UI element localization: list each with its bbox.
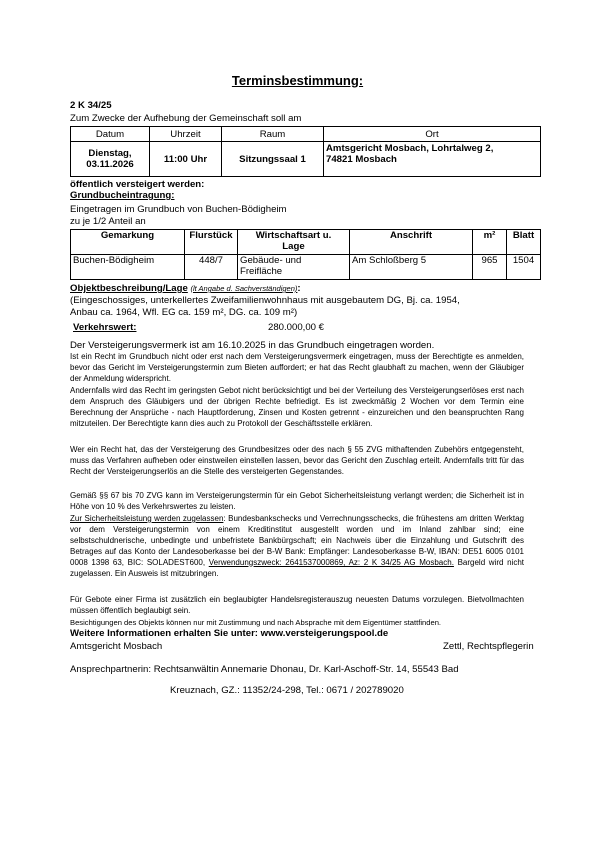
ansprechpartnerin-line2: Kreuznach, GZ.: 11352/24-298, Tel.: 0671 / 202789020 xyxy=(170,685,404,696)
page-title: Terminsbestimmung: xyxy=(231,73,364,88)
header-wirtschaftsart-line2: Lage xyxy=(282,241,305,252)
datum-date: 03.11.2026 xyxy=(86,159,134,170)
cell-wirtschaftsart-line2: Freifläche xyxy=(240,266,283,277)
header-blatt: Blatt xyxy=(507,230,541,255)
ansprechpartnerin-line1: Ansprechpartnerin: Rechtsanwältin Annemarie Dhonau, Dr. Karl-Aschoff-Str. 14, 55543 Bad xyxy=(70,664,459,675)
paragraph-besichtigung: Besichtigungen des Objekts können nur mit Zustimmung und nach Absprache mit dem Eigentümer stattfinden. xyxy=(70,618,442,627)
cell-flurstueck: 448/7 xyxy=(185,255,238,280)
paragraph-zubehoer: Wer ein Recht hat, das der Versteigerung des Grundbesitzes oder des nach § 55 ZVG mithaftenden Zubehörs entgegensteht, muss das Verfahren aufheben oder einstweilen einstellen lassen, bevor das Gericht den Zuschlag erteilt. Andernfalls tritt für das Recht der Versteigerungserlös an die Stelle des versteigerten Gegenstandes. xyxy=(70,445,524,476)
ort-line1: Amtsgericht Mosbach, Lohrtalweg 2, xyxy=(326,143,494,154)
objekt-heading-line xyxy=(70,283,301,294)
amtsgericht-name: Amtsgericht Mosbach xyxy=(70,641,163,652)
grundbuch-heading: Grundbucheintragung: xyxy=(70,190,175,201)
header-raum: Raum xyxy=(222,127,324,142)
header-qm: m² xyxy=(473,230,507,255)
intro-text: Zum Zwecke der Aufhebung der Gemeinschaft soll am xyxy=(70,113,302,124)
rechtspflegerin: Zettl, Rechtspflegerin xyxy=(443,641,534,652)
flurstueck-table xyxy=(70,229,541,280)
termin-datum xyxy=(71,142,150,177)
termin-header-row xyxy=(71,127,541,142)
header-gemarkung: Gemarkung xyxy=(71,230,185,255)
header-flurstueck: Flurstück xyxy=(185,230,238,255)
header-uhrzeit: Uhrzeit xyxy=(150,127,222,142)
sicherheit-text: : Bundesbankschecks und Verrechnungsschecks, die frühestens am dritten Werktag vor dem Versteigerungstermin von einem Kreditinstitut ausgestellt worden und im Inland zahlbar sind; eine selbstschuldnerische, unbedingte und unbefristete Bankbürgschaft; ein Nachweis über die Einzahlung und Gutschrift des Betrages auf das Konto der Landesoberkasse bei der B-W Bank: Empfänger: Landesoberkasse B-W, IBAN: DE51 6005 0101 0008 1398 63, BIC: SOLADEST600, xyxy=(70,514,524,567)
weitere-informationen: Weitere Informationen erhalten Sie unter: www.versteigerungspool.de xyxy=(70,628,389,639)
objekt-note: (lt Angabe d. Sachverständigen) xyxy=(190,284,298,293)
verkehrswert-value: 280.000,00 € xyxy=(268,322,325,333)
header-anschrift: Anschrift xyxy=(350,230,473,255)
objekt-line1: (Eingeschossiges, unterkellertes Zweifamilienwohnhaus mit ausgebautem DG, Bj. ca. 1954, xyxy=(70,295,460,306)
objekt-heading: Objektbeschreibung/Lage xyxy=(70,283,188,294)
flurstueck-data-row xyxy=(71,255,541,280)
cell-wirtschaftsart xyxy=(238,255,350,280)
datum-weekday: Dienstag, xyxy=(88,148,132,159)
termin-table xyxy=(70,126,541,177)
header-wirtschaftsart xyxy=(238,230,350,255)
header-ort: Ort xyxy=(324,127,541,142)
termin-raum: Sitzungssaal 1 xyxy=(222,142,324,177)
cell-gemarkung: Buchen-Bödigheim xyxy=(71,255,185,280)
aktenzeichen: 2 K 34/25 xyxy=(70,100,112,111)
objekt-colon: : xyxy=(297,283,301,294)
ort-line2: 74821 Mosbach xyxy=(326,154,397,165)
paragraph-rang: Andernfalls wird das Recht im geringsten Gebot nicht berücksichtigt und bei der Verteilung des Versteigerungserlöses erst nach dem Anspruch des Gläubigers und der übrigen Rechte befriedigt. Es ist zweckmäßig 2 Wochen vor dem Termin eine Berechnung der Ansprüche - nach Hauptforderung, Zinsen und Kosten getrennt - einzureichen und den beanspruchten Rang mitzuteilen. Der Berechtigte kann dies auch zu Protokoll der Geschäftsstelle erklären. xyxy=(70,386,524,428)
grundbuch-line2: zu je 1/2 Anteil an xyxy=(70,216,146,227)
termin-uhrzeit: 11:00 Uhr xyxy=(150,142,222,177)
grundbuch-line1: Eingetragen im Grundbuch von Buchen-Bödigheim xyxy=(70,204,287,215)
termin-data-row xyxy=(71,142,541,177)
cell-anschrift: Am Schloßberg 5 xyxy=(350,255,473,280)
vermerk-text: Der Versteigerungsvermerk ist am 16.10.2025 in das Grundbuch eingetragen worden. xyxy=(70,340,435,351)
sicherheit-tail: Bargeld wird nicht zugelassen. Ein Ausweis ist mitzubringen. xyxy=(70,557,524,578)
cell-wirtschaftsart-line1: Gebäude- und xyxy=(240,255,302,266)
versteigert-text: öffentlich versteigert werden: xyxy=(70,179,205,190)
verkehrswert-label: Verkehrswert: xyxy=(73,322,137,333)
paragraph-firma: Für Gebote einer Firma ist zusätzlich ein beglaubigter Handelsregisterauszug neuesten Datums vorzulegen. Bietvollmachten müssen öffentlich beglaubigt sein. xyxy=(70,595,524,615)
objekt-line2: Anbau ca. 1964, Wfl. EG ca. 159 m², DG. ca. 109 m²) xyxy=(70,307,298,318)
header-wirtschaftsart-line1: Wirtschaftsart u. xyxy=(255,230,332,241)
paragraph-sicherheit-verlangen: Gemäß §§ 67 bis 70 ZVG kann im Versteigerungstermin für ein Gebot Sicherheitsleistung verlangt werden; die Sicherheit ist in Höhe von 10 % des Verkehrswertes zu leisten. xyxy=(70,491,524,511)
flurstueck-header-row xyxy=(71,230,541,255)
paragraph-anmeldung: Ist ein Recht im Grundbuch nicht oder erst nach dem Versteigerungsvermerk eingetragen, muss der Berechtigte es anmelden, bevor das Gericht im Versteigerungstermin zum Bieten auffordert; er hat das Recht glaubhaft zu machen, wenn der Gläubiger der Anmeldung widerspricht. xyxy=(70,352,524,383)
sicherheit-heading: Zur Sicherheitsleistung werden zugelassen xyxy=(70,514,224,523)
verwendungszweck: Verwendungszweck: 2641537000869, Az: 2 K 34/25 AG Mosbach. xyxy=(208,557,454,567)
header-datum: Datum xyxy=(71,127,150,142)
termin-ort xyxy=(324,142,541,177)
cell-blatt: 1504 xyxy=(507,255,541,280)
cell-qm: 965 xyxy=(473,255,507,280)
paragraph-sicherheit-zugelassen xyxy=(70,514,524,579)
